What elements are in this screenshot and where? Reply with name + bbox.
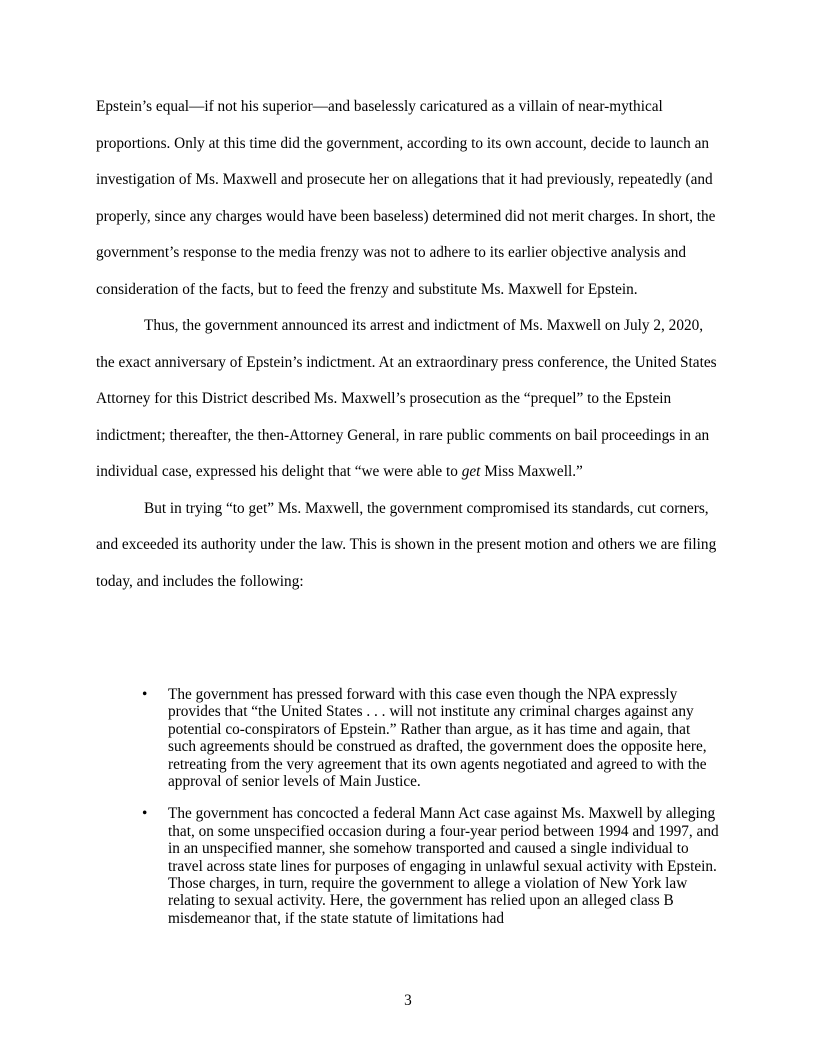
bullet-icon: • — [142, 805, 148, 823]
paragraph-3: But in trying “to get” Ms. Maxwell, the government compromised its standards, cut corners, and exceeded its authority under the law. This is shown in the present motion and others we are filing today, and includes the following: — [96, 499, 717, 590]
paragraph-2-text: Thus, the government announced its arrest and indictment of Ms. Maxwell on July 2, 2020, the exact anniversary of Epstein’s indictment. At an extraordinary press conference, the United States Attorney for this District described Ms. Maxwell’s prosecution as the “prequel” to the Epstein indictment; thereafter, the then-Attorney General, in rare public comments on bail proceedings in an individual case, expressed his delight that “we were able to — [96, 317, 717, 480]
bullet-list — [96, 686, 722, 942]
paragraph-2 — [96, 308, 720, 491]
page-number: 3 — [404, 992, 412, 1009]
bullet-text: The government has pressed forward with this case even though the NPA expressly provides that “the United States . . . will not institute any criminal charges against any potential co-conspirators of Epstein.” Rather than argue, as it has time and again, that such agreements should be construed as drafted, the government does the opposite here, retreating from the very agreement that its own agents negotiated and agreed to with the approval of senior levels of Main Justice. — [168, 686, 707, 791]
paragraph-2-italic: get — [461, 463, 481, 480]
body-text — [96, 89, 720, 600]
paragraph-1: Epstein’s equal—if not his superior—and baselessly caricatured as a villain of near-mythical proportions. Only at this time did the government, according to its own account, decide to launch an investigation of Ms. Maxwell and prosecute her on allegations that it had previously, repeatedly (and properly, since any charges would have been baseless) determined did not merit charges. In short, the government’s response to the media frenzy was not to adhere to its earlier objective analysis and consideration of the facts, but to feed the frenzy and substitute Ms. Maxwell for Epstein. — [96, 98, 716, 298]
bullet-text: The government has concocted a federal Mann Act case against Ms. Maxwell by alleging that, on some unspecified occasion during a four-year period between 1994 and 1997, and in an unspecified manner, she somehow transported and caused a single individual to travel across state lines for purposes of engaging in unlawful sexual activity with Epstein. Those charges, in turn, require the government to allege a violation of New York law relating to sexual activity. Here, the government has relied upon an alleged class B misdemeanor that, if the state statute of limitations had — [168, 805, 719, 927]
bullet-icon: • — [142, 686, 148, 703]
list-item — [96, 805, 722, 927]
list-item — [96, 686, 722, 790]
paragraph-2-text-end: Miss Maxwell.” — [480, 463, 583, 480]
